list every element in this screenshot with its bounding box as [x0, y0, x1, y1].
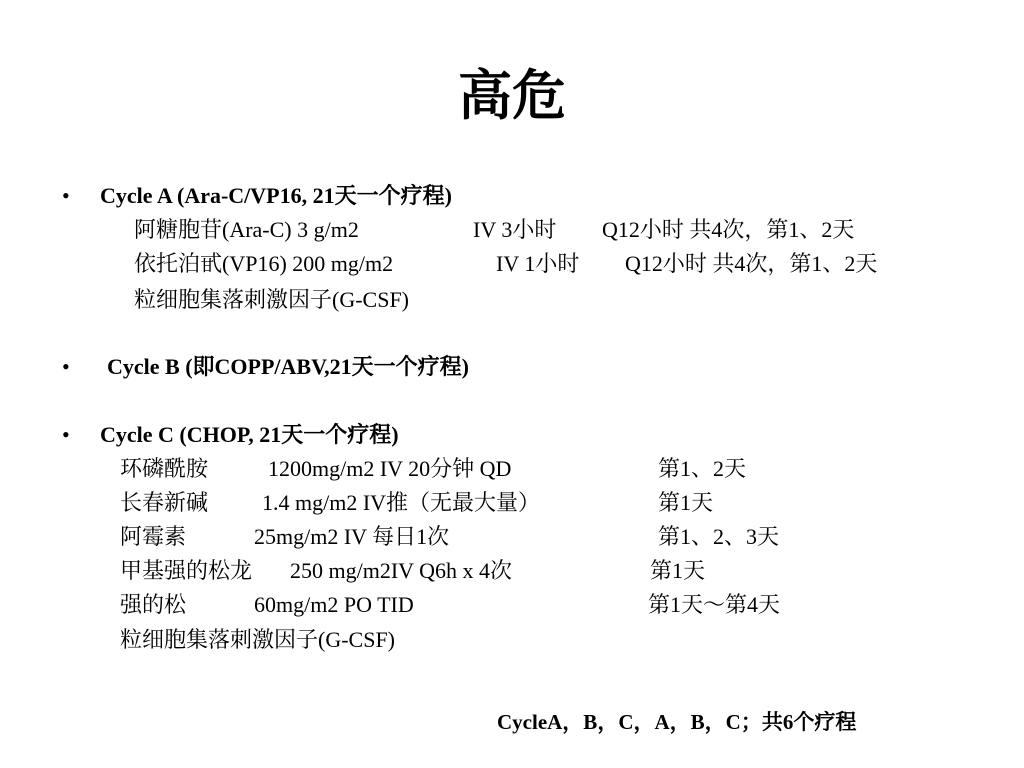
cycle-a-route-ara-c: IV 3小时 — [473, 217, 557, 242]
cycle-c-heading: Cycle C (CHOP, 21天一个疗程) — [100, 422, 399, 447]
cycle-c-days-doxorubicin: 第1、2、3天 — [658, 524, 780, 549]
cycle-c-drug-prednisone: 强的松 — [120, 592, 187, 617]
cycle-c-drug-doxorubicin: 阿霉素 — [120, 524, 187, 549]
cycle-a-heading: Cycle A (Ara-C/VP16, 21天一个疗程) — [100, 183, 452, 208]
cycle-sequence-footer: CycleA，B，C，A，B，C；共6个疗程 — [497, 710, 857, 734]
cycle-c-days-prednisone: 第1天～第4天 — [648, 592, 781, 617]
cycle-c-dose-doxorubicin: 25mg/m2 IV 每日1次 — [254, 524, 450, 549]
cycle-a-drug-gcsf: 粒细胞集落刺激因子(G-CSF) — [134, 287, 410, 312]
cycle-c-dose-vincristine: 1.4 mg/m2 IV推（无最大量） — [262, 490, 541, 515]
cycle-a-schedule-ara-c: Q12小时 共4次，第1、2天 — [602, 217, 855, 242]
cycle-c-days-methylprednisolone: 第1天 — [650, 558, 706, 583]
slide-title: 高危 — [458, 66, 566, 126]
cycle-a-schedule-vp16: Q12小时 共4次，第1、2天 — [625, 251, 878, 276]
cycle-c-drug-cyclophosphamide: 环磷酰胺 — [120, 456, 209, 481]
cycle-a-route-vp16: IV 1小时 — [496, 251, 580, 276]
bullet-cycle-c: • — [62, 422, 70, 447]
cycle-c-dose-methylprednisolone: 250 mg/m2IV Q6h x 4次 — [290, 558, 513, 583]
cycle-a-drug-ara-c: 阿糖胞苷(Ara-C) 3 g/m2 — [134, 217, 359, 242]
cycle-c-drug-methylprednisolone: 甲基强的松龙 — [120, 558, 253, 583]
cycle-c-drug-gcsf: 粒细胞集落刺激因子(G-CSF) — [120, 627, 396, 652]
cycle-c-days-cyclophosphamide: 第1、2天 — [658, 456, 747, 481]
cycle-c-drug-vincristine: 长春新碱 — [120, 490, 209, 515]
bullet-cycle-b: • — [62, 354, 70, 379]
cycle-a-drug-vp16: 依托泊甙(VP16) 200 mg/m2 — [134, 251, 394, 276]
cycle-c-dose-prednisone: 60mg/m2 PO TID — [254, 592, 414, 617]
bullet-cycle-a: • — [62, 183, 70, 208]
cycle-b-heading: Cycle B (即COPP/ABV,21天一个疗程) — [107, 354, 469, 379]
cycle-c-dose-cyclophosphamide: 1200mg/m2 IV 20分钟 QD — [268, 456, 512, 481]
cycle-c-days-vincristine: 第1天 — [658, 490, 714, 515]
